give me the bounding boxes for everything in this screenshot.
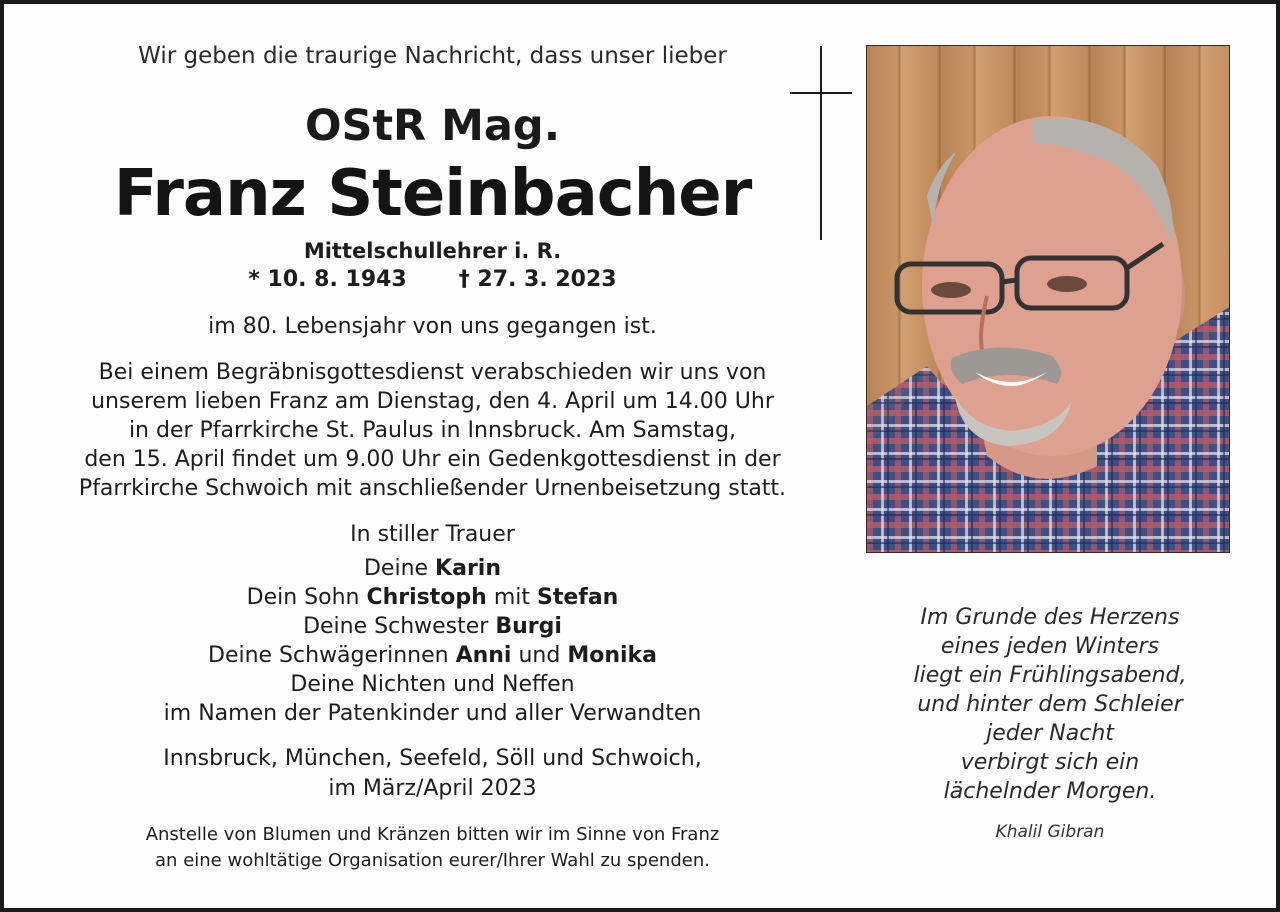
- portrait-photo: [866, 45, 1230, 553]
- family-name: Karin: [435, 556, 501, 581]
- family-name: Christoph: [366, 585, 487, 610]
- date-line: im März/April 2023: [328, 776, 537, 801]
- intro-text: Wir geben die traurige Nachricht, dass unser lieber: [138, 43, 727, 69]
- service-line: in der Pfarrkirche St. Paulus in Innsbruck. Am Samstag,: [128, 418, 737, 443]
- quote-line: eines jeden Winters: [940, 634, 1160, 659]
- death-date: † 27. 3. 2023: [458, 267, 617, 292]
- academic-title: OStR Mag.: [304, 101, 561, 151]
- donation-note: [40, 822, 825, 874]
- poem-quote: [880, 603, 1220, 806]
- deceased-name: Franz Steinbacher: [113, 157, 752, 231]
- family-row: Deine Schwester Burgi: [303, 614, 562, 639]
- note-line: Anstelle von Blumen und Kränzen bitten wir im Sinne von Franz: [145, 824, 720, 845]
- profession: Mittelschullehrer i. R.: [303, 239, 562, 263]
- portrait-illustration: [867, 46, 1230, 553]
- service-announcement: [40, 358, 825, 503]
- quote-line: lächelnder Morgen.: [943, 779, 1157, 804]
- family-name: Burgi: [495, 614, 562, 639]
- family-row: Deine Nichten und Neffen: [290, 672, 575, 697]
- family-name: Monika: [567, 643, 657, 668]
- quote-line: jeder Nacht: [986, 721, 1114, 746]
- quote-line: und hinter dem Schleier: [917, 692, 1183, 717]
- quote-author: Khalil Gibran: [995, 822, 1105, 842]
- note-line: an eine wohltätige Organisation eurer/Ihrer Wahl zu spenden.: [155, 850, 710, 871]
- family-row: Dein Sohn Christoph mit Stefan: [246, 585, 619, 610]
- cross-icon: [790, 46, 852, 240]
- family-name: Anni: [455, 643, 512, 668]
- life-dates: [40, 264, 825, 296]
- birth-date: * 10. 8. 1943: [248, 267, 407, 292]
- family-list: [40, 554, 825, 728]
- quote-line: liegt ein Frühlingsabend,: [913, 663, 1187, 688]
- mourning-heading: In stiller Trauer: [350, 522, 515, 547]
- quote-line: Im Grunde des Herzens: [920, 605, 1180, 630]
- service-line: Bei einem Begräbnisgottesdienst verabschieden wir uns von: [98, 360, 767, 385]
- places-and-date: [40, 744, 825, 804]
- places-line: Innsbruck, München, Seefeld, Söll und Schwoich,: [163, 746, 702, 771]
- service-line: unserem lieben Franz am Dienstag, den 4. April um 14.00 Uhr: [91, 389, 774, 414]
- quote-line: verbirgt sich ein: [960, 750, 1140, 775]
- service-line: Pfarrkirche Schwoich mit anschließender Urnenbeisetzung statt.: [78, 476, 787, 501]
- family-row: Deine Karin: [363, 556, 501, 581]
- family-name: Stefan: [536, 585, 619, 610]
- family-row: im Namen der Patenkinder und aller Verwandten: [163, 701, 702, 726]
- family-row: Deine Schwägerinnen Anni und Monika: [208, 643, 657, 668]
- service-line: den 15. April findet um 9.00 Uhr ein Gedenkgottesdienst in der: [84, 447, 781, 472]
- passed-text: im 80. Lebensjahr von uns gegangen ist.: [208, 314, 657, 339]
